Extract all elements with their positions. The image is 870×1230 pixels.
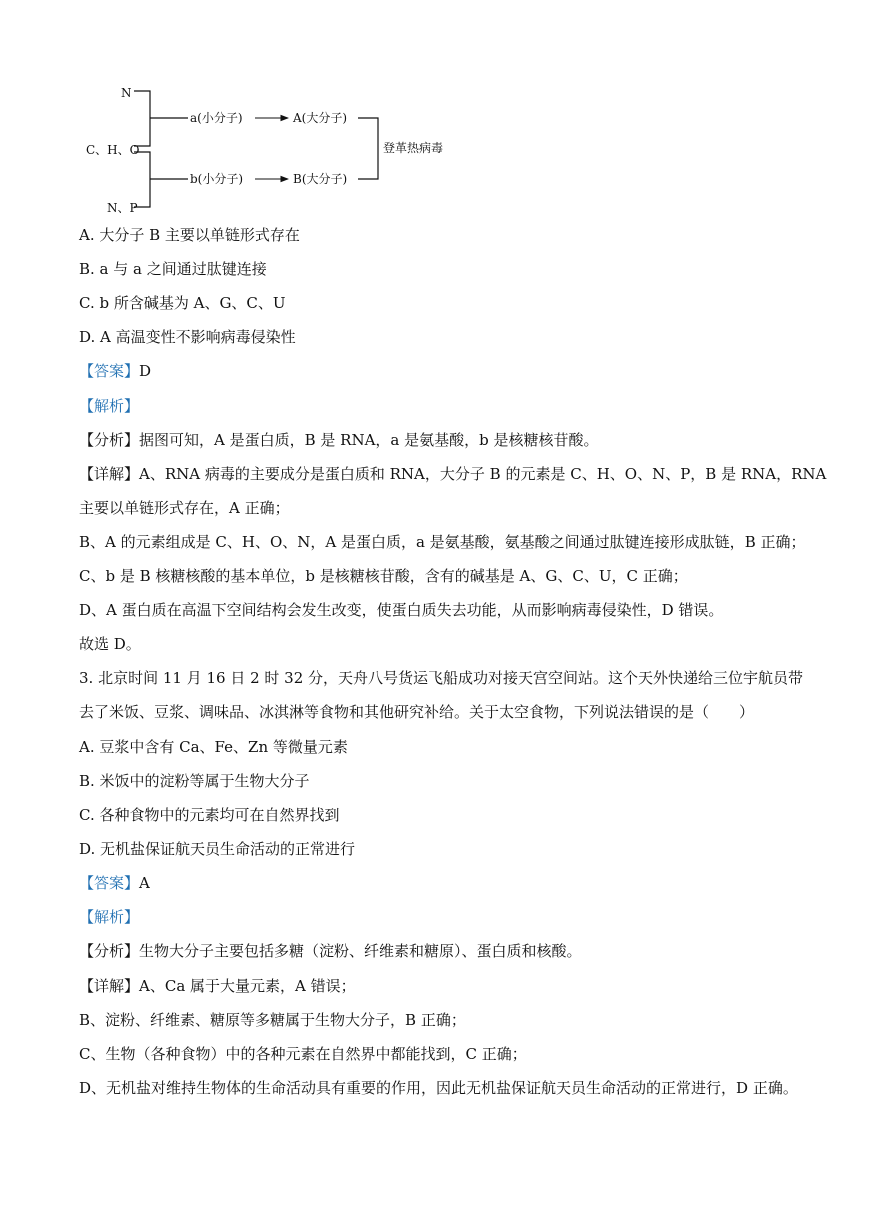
node-B: B(大分子) (293, 172, 348, 186)
q2-detail-1b: 主要以单链形式存在，A 正确； (79, 499, 290, 517)
label-cho: C、H、O (86, 143, 140, 157)
q2-option-c: C. b 所含碱基为 A、G、C、U (79, 294, 286, 312)
label-np: N、P (107, 201, 138, 215)
q3-stem-1: 3. 北京时间 11 月 16 日 2 时 32 分，天舟八号货运飞船成功对接天宫空间站。这个天外快递给三位宇航员带 (79, 669, 804, 687)
lower-bracket (134, 152, 150, 207)
fenxi-tag: 【分析】 (79, 431, 140, 449)
answer-tag: 【答案】 (79, 874, 140, 892)
q3-answer (79, 873, 150, 893)
node-b: b(小分子) (190, 172, 244, 186)
q2-choose: 故选 D。 (79, 635, 141, 653)
fenxi-text: 生物大分子主要包括多糖（淀粉、纤维素和糖原）、蛋白质和核酸。 (139, 942, 582, 960)
q3-option-b: B. 米饭中的淀粉等属于生物大分子 (79, 772, 310, 790)
fenxi-text: 据图可知，A 是蛋白质，B 是 RNA，a 是氨基酸，b 是核糖核苷酸。 (139, 431, 599, 449)
upper-bracket (134, 91, 150, 146)
q2-detail-3: C、b 是 B 核糖核酸的基本单位，b 是核糖核苷酸，含有的碱基是 A、G、C、U，C 正确； (79, 567, 688, 585)
q2-option-b: B. a 与 a 之间通过肽键连接 (79, 260, 267, 278)
right-bracket (358, 118, 378, 179)
label-n: N (121, 86, 132, 100)
q2-fenxi (79, 430, 599, 450)
q3-detail-3: C、生物（各种食物）中的各种元素在自然界中都能找到，C 正确； (79, 1045, 527, 1063)
q3-detail-2: B、淀粉、纤维素、糖原等多糖属于生物大分子，B 正确； (79, 1011, 466, 1029)
q2-detail-2: B、A 的元素组成是 C、H、O、N，A 是蛋白质，a 是氨基酸，氨基酸之间通过肽键连接形成肽链，B 正确； (79, 533, 806, 551)
q3-option-c: C. 各种食物中的元素均可在自然界找到 (79, 806, 340, 824)
virus-label: 登革热病毒 (383, 141, 444, 155)
q2-answer (79, 361, 151, 381)
detail-text: A、RNA 病毒的主要成分是蛋白质和 RNA，大分子 B 的元素是 C、H、O、N、P，B 是 RNA，RNA (139, 465, 827, 483)
q2-option-d: D. A 高温变性不影响病毒侵染性 (79, 328, 296, 346)
fenxi-tag: 【分析】 (79, 942, 140, 960)
detail-tag: 【详解】 (79, 465, 140, 483)
q3-analysis-tag: 【解析】 (79, 908, 140, 926)
q3-option-a: A. 豆浆中含有 Ca、Fe、Zn 等微量元素 (79, 738, 348, 756)
q3-detail-4: D、无机盐对维持生物体的生命活动具有重要的作用，因此无机盐保证航天员生命活动的正常进行，D 正确。 (79, 1079, 798, 1097)
node-A: A(大分子) (293, 111, 348, 125)
node-a: a(小分子) (190, 111, 243, 125)
q3-detail-1 (79, 976, 356, 996)
q3-option-d: D. 无机盐保证航天员生命活动的正常进行 (79, 840, 356, 858)
composition-diagram (0, 0, 870, 225)
q2-analysis-tag: 【解析】 (79, 397, 140, 415)
answer-value: D (139, 362, 152, 380)
q3-fenxi (79, 941, 582, 961)
q3-stem-2: 去了米饭、豆浆、调味品、冰淇淋等食物和其他研究补给。关于太空食物，下列说法错误的是（ ） (79, 703, 755, 721)
q2-detail-4: D、A 蛋白质在高温下空间结构会发生改变，使蛋白质失去功能，从而影响病毒侵染性，D 错误。 (79, 601, 724, 619)
answer-tag: 【答案】 (79, 362, 140, 380)
q2-option-a: A. 大分子 B 主要以单链形式存在 (79, 226, 300, 244)
answer-value: A (139, 874, 150, 892)
q2-detail-1 (79, 464, 826, 484)
detail-tag: 【详解】 (79, 977, 140, 995)
detail-text: A、Ca 属于大量元素，A 错误； (139, 977, 356, 995)
